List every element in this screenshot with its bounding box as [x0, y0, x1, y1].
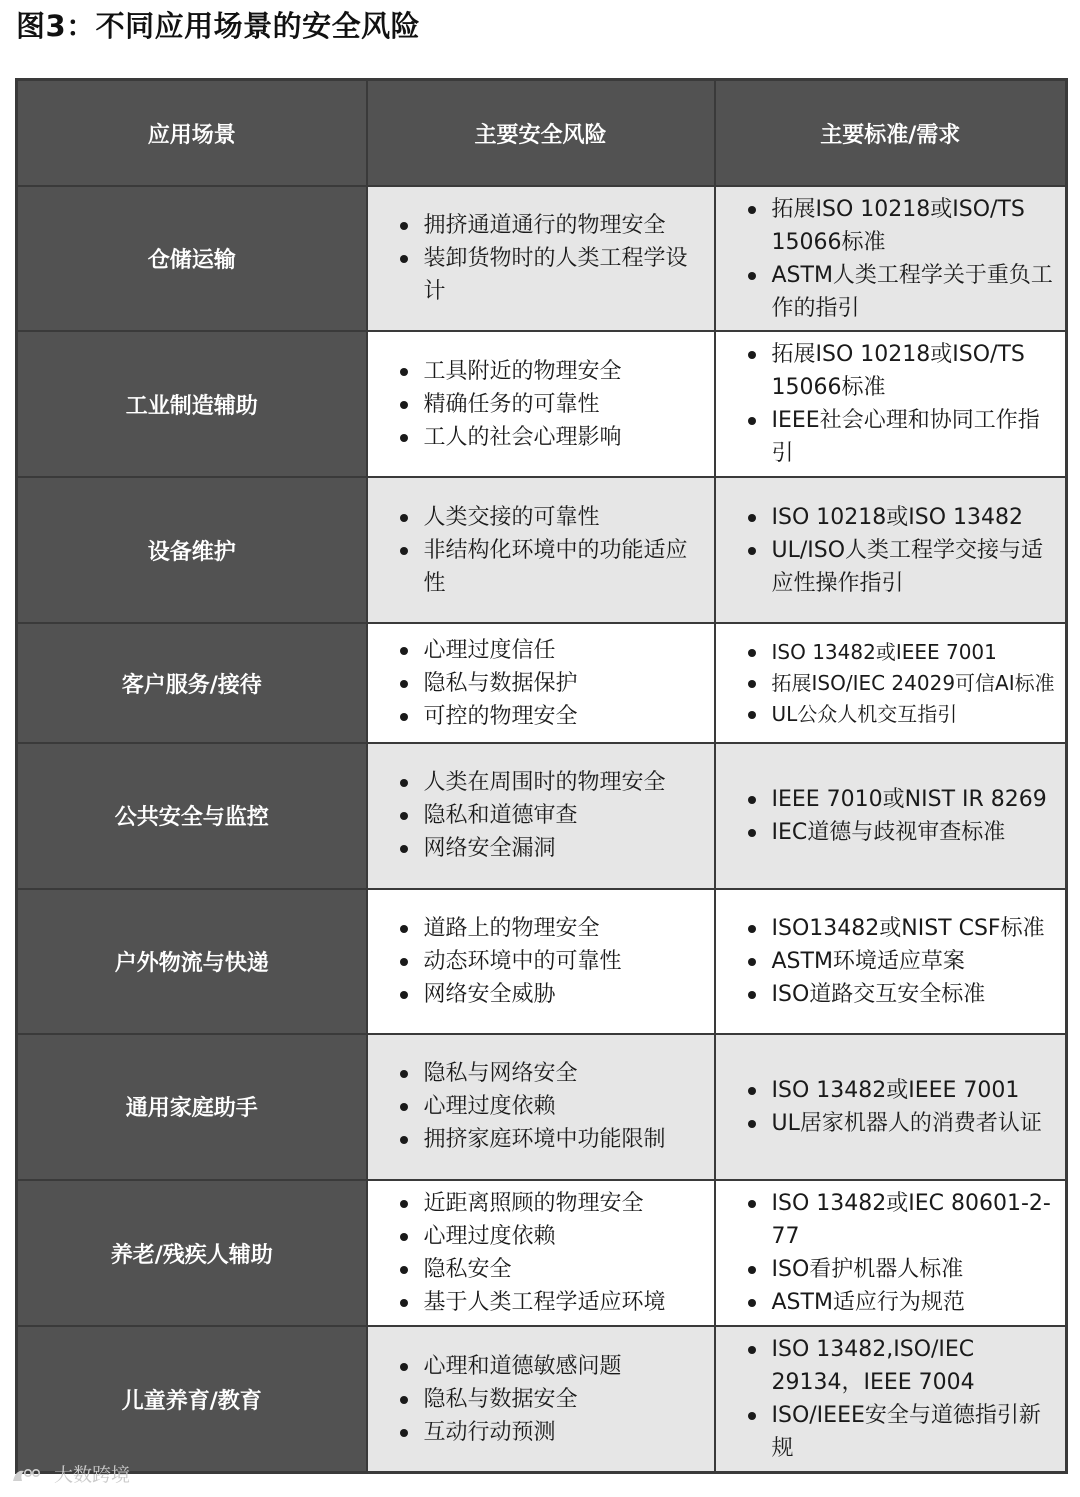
- scene-cell: 公共安全与监控: [17, 743, 367, 889]
- standard-item: ISO 13482或IEC 80601-2-77: [744, 1187, 1056, 1253]
- risks-cell: [367, 743, 715, 889]
- risk-item: 工人的社会心理影响: [396, 421, 704, 454]
- standards-cell: [715, 331, 1067, 477]
- standard-item: 拓展ISO/IEC 24029可信AI标准: [744, 668, 1056, 699]
- risk-item: 隐私与网络安全: [396, 1057, 704, 1090]
- risk-item: 可控的物理安全: [396, 700, 704, 733]
- standards-cell: [715, 743, 1067, 889]
- risk-item: 心理过度信任: [396, 634, 704, 667]
- standard-item: 拓展ISO 10218或ISO/TS 15066标准: [744, 193, 1056, 259]
- risk-item: 人类在周围时的物理安全: [396, 766, 704, 799]
- standard-item: UL居家机器人的消费者认证: [744, 1107, 1056, 1140]
- risk-list: [368, 1350, 714, 1449]
- table-row: [17, 186, 1067, 331]
- standard-item: ISO 13482或IEEE 7001: [744, 1074, 1056, 1107]
- standard-item: ASTM环境适应草案: [744, 945, 1056, 978]
- scene-cell: 客户服务/接待: [17, 623, 367, 742]
- risk-item: 道路上的物理安全: [396, 912, 704, 945]
- standard-item: ISO/IEEE安全与道德指引新规: [744, 1399, 1056, 1465]
- risks-cell: [367, 623, 715, 742]
- risk-item: 拥挤通道通行的物理安全: [396, 209, 704, 242]
- risk-item: 心理过度依赖: [396, 1220, 704, 1253]
- standard-list: [716, 338, 1066, 470]
- risk-item: 拥挤家庭环境中功能限制: [396, 1123, 704, 1156]
- risks-cell: [367, 1180, 715, 1326]
- table-row: [17, 889, 1067, 1034]
- risk-item: 人类交接的可靠性: [396, 501, 704, 534]
- risk-item: 装卸货物时的人类工程学设计: [396, 242, 704, 308]
- watermark-text: 大数跨境: [54, 1464, 131, 1486]
- risk-list: [368, 209, 714, 308]
- risk-list: [368, 912, 714, 1011]
- risk-item: 心理和道德敏感问题: [396, 1350, 704, 1383]
- table-header-row: [17, 80, 1067, 187]
- watermark: [10, 1462, 130, 1488]
- risk-list: [368, 634, 714, 733]
- risk-item: 动态环境中的可靠性: [396, 945, 704, 978]
- scene-cell: 养老/残疾人辅助: [17, 1180, 367, 1326]
- table-row: [17, 1326, 1067, 1472]
- standards-cell: [715, 477, 1067, 623]
- risk-item: 非结构化环境中的功能适应性: [396, 534, 704, 600]
- standard-item: IEEE社会心理和协同工作指引: [744, 404, 1056, 470]
- standards-cell: [715, 186, 1067, 331]
- standard-item: UL/ISO人类工程学交接与适应性操作指引: [744, 534, 1056, 600]
- standard-item: IEC道德与歧视审查标准: [744, 816, 1056, 849]
- header-standards: 主要标准/需求: [715, 80, 1067, 187]
- standard-item: ASTM适应行为规范: [744, 1286, 1056, 1319]
- risks-cell: [367, 186, 715, 331]
- standard-list: [716, 637, 1066, 730]
- risk-item: 基于人类工程学适应环境: [396, 1286, 704, 1319]
- risks-cell: [367, 331, 715, 477]
- standard-list: [716, 912, 1066, 1011]
- safety-risk-table: [15, 78, 1068, 1474]
- header-scene: 应用场景: [17, 80, 367, 187]
- risk-list: [368, 501, 714, 600]
- risks-cell: [367, 889, 715, 1034]
- risk-item: 心理过度依赖: [396, 1090, 704, 1123]
- standard-list: [716, 783, 1066, 849]
- standard-item: IEEE 7010或NIST IR 8269: [744, 783, 1056, 816]
- standard-item: ISO 10218或ISO 13482: [744, 501, 1056, 534]
- standard-list: [716, 1074, 1066, 1140]
- standard-list: [716, 193, 1066, 325]
- header-risks: 主要安全风险: [367, 80, 715, 187]
- table-row: [17, 1034, 1067, 1180]
- scene-cell: 儿童养育/教育: [17, 1326, 367, 1472]
- risk-item: 网络安全漏洞: [396, 832, 704, 865]
- risk-item: 隐私与数据保护: [396, 667, 704, 700]
- table-row: [17, 743, 1067, 889]
- risk-item: 互动行动预测: [396, 1416, 704, 1449]
- brand-logo-icon: [10, 1465, 44, 1487]
- risk-list: [368, 355, 714, 454]
- risk-item: 隐私和道德审查: [396, 799, 704, 832]
- risk-item: 隐私与数据安全: [396, 1383, 704, 1416]
- standard-item: ISO 13482,ISO/IEC 29134，IEEE 7004: [744, 1333, 1056, 1399]
- figure-title: 图3：不同应用场景的安全风险: [16, 9, 421, 43]
- risk-item: 网络安全威胁: [396, 978, 704, 1011]
- risk-item: 工具附近的物理安全: [396, 355, 704, 388]
- scene-cell: 户外物流与快递: [17, 889, 367, 1034]
- standard-item: ISO看护机器人标准: [744, 1253, 1056, 1286]
- risk-list: [368, 1057, 714, 1156]
- standard-item: ISO道路交互安全标准: [744, 978, 1056, 1011]
- risks-cell: [367, 1034, 715, 1180]
- scene-cell: 工业制造辅助: [17, 331, 367, 477]
- risk-list: [368, 766, 714, 865]
- scene-cell: 设备维护: [17, 477, 367, 623]
- risk-item: 精确任务的可靠性: [396, 388, 704, 421]
- scene-cell: 仓储运输: [17, 186, 367, 331]
- standard-item: ASTM人类工程学关于重负工作的指引: [744, 259, 1056, 325]
- table-row: [17, 623, 1067, 742]
- standard-item: ISO13482或NIST CSF标准: [744, 912, 1056, 945]
- standards-cell: [715, 889, 1067, 1034]
- table-row: [17, 331, 1067, 477]
- risks-cell: [367, 477, 715, 623]
- scene-cell: 通用家庭助手: [17, 1034, 367, 1180]
- standard-list: [716, 1187, 1066, 1319]
- standards-cell: [715, 1034, 1067, 1180]
- risk-item: 隐私安全: [396, 1253, 704, 1286]
- standards-cell: [715, 623, 1067, 742]
- table-body: [17, 186, 1067, 1473]
- standards-cell: [715, 1326, 1067, 1472]
- table-row: [17, 477, 1067, 623]
- standard-item: 拓展ISO 10218或ISO/TS 15066标准: [744, 338, 1056, 404]
- standard-item: UL公众人机交互指引: [744, 699, 1056, 730]
- table-row: [17, 1180, 1067, 1326]
- risk-item: 近距离照顾的物理安全: [396, 1187, 704, 1220]
- risks-cell: [367, 1326, 715, 1472]
- standard-item: ISO 13482或IEEE 7001: [744, 637, 1056, 668]
- standard-list: [716, 501, 1066, 600]
- risk-list: [368, 1187, 714, 1319]
- standard-list: [716, 1333, 1066, 1465]
- standards-cell: [715, 1180, 1067, 1326]
